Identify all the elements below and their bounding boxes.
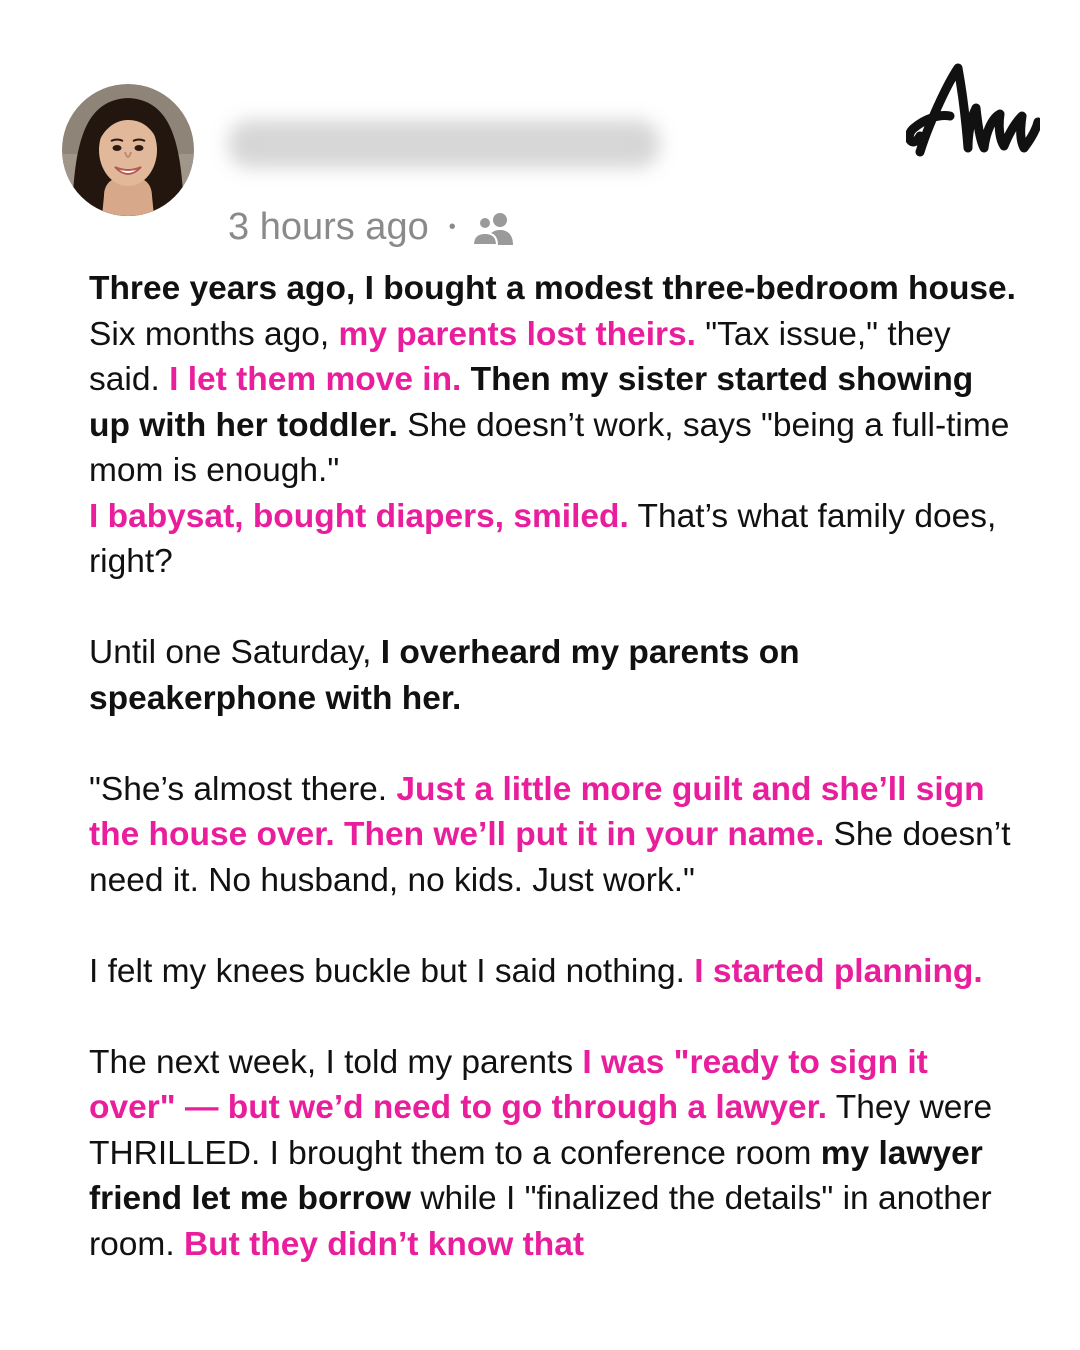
post-body <box>89 266 1019 1313</box>
post-paragraph <box>89 949 1019 995</box>
body-text: They were THRILLED. I brought them to a conference room <box>89 1089 993 1172</box>
profile-photo <box>62 84 194 216</box>
am-logo-icon <box>906 56 1040 160</box>
people-icon[interactable] <box>470 209 518 249</box>
body-text <box>461 361 470 398</box>
post-meta <box>228 202 518 252</box>
body-text: while I "finalized the details" in another room. <box>89 1180 992 1263</box>
highlight-text: I started planning. <box>694 952 983 990</box>
post-paragraph <box>89 767 1019 904</box>
post-paragraph <box>89 266 1019 585</box>
highlight-text: my parents lost theirs. <box>338 315 696 353</box>
bold-text: I overheard my parents on speakerphone with her. <box>89 634 800 717</box>
bold-text: my lawyer friend let me borrow <box>89 1134 983 1217</box>
body-text: That’s what family does, right? <box>89 497 997 580</box>
highlight-text: I babysat, bought diapers, smiled. <box>89 497 629 535</box>
body-text: She doesn’t work, says "being a full-time mom is enough." <box>89 406 1010 489</box>
highlight-text: Just a little more guilt and she’ll sign the house over. Then we’ll put it in your name. <box>89 770 985 853</box>
timestamp[interactable]: 3 hours ago <box>228 205 429 248</box>
post-paragraph <box>89 630 1019 721</box>
highlight-text: I was "ready to sign it over" — but we’d need to go through a lawyer. <box>89 1043 928 1126</box>
body-text: Until one Saturday, <box>89 634 381 671</box>
brand-logo <box>906 56 1040 160</box>
highlight-text: I let them move in. <box>169 361 462 398</box>
username[interactable] <box>228 120 660 168</box>
highlight-text: But they didn’t know that <box>183 1225 585 1263</box>
body-text: "Tax issue," they said. <box>89 315 951 398</box>
body-text: I felt my knees buckle but I said nothing. <box>89 952 695 990</box>
bold-text: Three years ago, I bought a modest three-bedroom house. <box>89 270 1016 307</box>
bold-text: Then my sister started showing up with her toddler. <box>89 361 974 444</box>
body-text: "She’s almost there. <box>89 770 397 808</box>
separator-dot: • <box>448 215 456 238</box>
avatar[interactable] <box>62 84 194 216</box>
body-text: She doesn’t need it. No husband, no kids. Just work." <box>89 816 1011 899</box>
body-text: The next week, I told my parents <box>89 1043 583 1081</box>
body-text: Six months ago, <box>89 315 339 353</box>
post-paragraph <box>89 1040 1019 1268</box>
